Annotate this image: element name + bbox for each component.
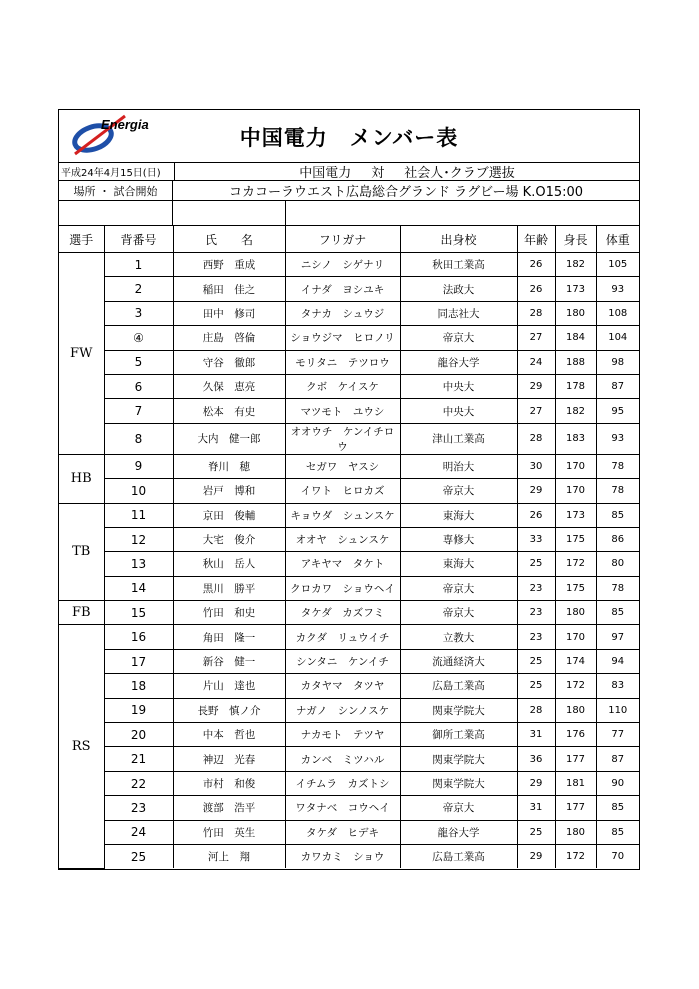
player-weight: 90 xyxy=(596,771,639,795)
table-row xyxy=(59,527,639,551)
table-row xyxy=(59,301,639,325)
venue-value: コカコーラウエスト広島総合グランド ラグビー場 K.O15:00 xyxy=(228,185,584,200)
position-group: TB xyxy=(59,503,104,601)
versus-label: 対 xyxy=(371,166,385,181)
jersey-number: 12 xyxy=(104,527,173,551)
table-row xyxy=(59,326,639,350)
blank-cell xyxy=(59,201,173,225)
jersey-number: 17 xyxy=(104,649,173,673)
player-school: 帝京大 xyxy=(400,326,517,350)
player-kana: ショウジマ ヒロノリ xyxy=(285,326,400,350)
player-kana: ワタナベ コウヘイ xyxy=(285,796,400,820)
player-height: 184 xyxy=(555,326,596,350)
sheet-header xyxy=(59,110,639,163)
player-age: 28 xyxy=(517,423,555,454)
col-weight: 体重 xyxy=(596,226,639,253)
member-sheet xyxy=(58,109,640,870)
player-kana: オオウチ ケンイチロウ xyxy=(285,423,400,454)
player-weight: 83 xyxy=(596,674,639,698)
player-height: 188 xyxy=(555,350,596,374)
player-height: 178 xyxy=(555,374,596,398)
table-row xyxy=(59,374,639,398)
table-row xyxy=(59,625,639,649)
jersey-number: 14 xyxy=(104,576,173,600)
col-kana: フリガナ xyxy=(285,226,400,253)
position-group: HB xyxy=(59,454,104,503)
jersey-number: 9 xyxy=(104,454,173,478)
player-kana: ナカモト テツヤ xyxy=(285,723,400,747)
player-height: 177 xyxy=(555,747,596,771)
table-row xyxy=(59,649,639,673)
jersey-number: 10 xyxy=(104,479,173,503)
player-age: 28 xyxy=(517,301,555,325)
player-kana: タケダ カズフミ xyxy=(285,601,400,625)
table-row xyxy=(59,479,639,503)
player-name: 守谷 徹郎 xyxy=(173,350,285,374)
logo-text: Energia xyxy=(101,117,149,132)
jersey-number: 25 xyxy=(104,844,173,868)
table-row xyxy=(59,698,639,722)
player-age: 23 xyxy=(517,625,555,649)
player-school: 秋田工業高 xyxy=(400,253,517,277)
player-height: 181 xyxy=(555,771,596,795)
page-title: 中国電力 メンバー表 xyxy=(239,126,459,150)
jersey-number: 3 xyxy=(104,301,173,325)
home-team: 中国電力 xyxy=(299,166,352,181)
jersey-number: 11 xyxy=(104,503,173,527)
player-kana: クロカワ ショウヘイ xyxy=(285,576,400,600)
away-team: 社会人･クラブ選抜 xyxy=(404,166,515,181)
player-kana: ナガノ シンノスケ xyxy=(285,698,400,722)
player-kana: カクダ リュウイチ xyxy=(285,625,400,649)
jersey-number: 13 xyxy=(104,552,173,576)
jersey-number: 19 xyxy=(104,698,173,722)
player-school: 帝京大 xyxy=(400,479,517,503)
player-weight: 85 xyxy=(596,503,639,527)
player-age: 30 xyxy=(517,454,555,478)
player-school: 法政大 xyxy=(400,277,517,301)
player-school: 帝京大 xyxy=(400,601,517,625)
player-height: 180 xyxy=(555,698,596,722)
player-age: 29 xyxy=(517,374,555,398)
player-name: 西野 重成 xyxy=(173,253,285,277)
position-group: FW xyxy=(59,253,104,455)
player-age: 28 xyxy=(517,698,555,722)
blank-cell xyxy=(173,201,286,225)
player-weight: 86 xyxy=(596,527,639,551)
player-age: 25 xyxy=(517,674,555,698)
player-kana: クボ ケイスケ xyxy=(285,374,400,398)
player-height: 180 xyxy=(555,301,596,325)
player-name: 神辺 光春 xyxy=(173,747,285,771)
jersey-number: 8 xyxy=(104,423,173,454)
table-row xyxy=(59,503,639,527)
player-kana: イワト ヒロカズ xyxy=(285,479,400,503)
player-school: 流通経済大 xyxy=(400,649,517,673)
position-group: FB xyxy=(59,601,104,625)
player-age: 27 xyxy=(517,326,555,350)
player-school: 広島工業高 xyxy=(400,674,517,698)
match-date: 平成24年4月15日(日) xyxy=(59,163,175,180)
player-age: 33 xyxy=(517,527,555,551)
player-height: 182 xyxy=(555,253,596,277)
blank-cell xyxy=(286,201,639,225)
player-age: 36 xyxy=(517,747,555,771)
player-name: 松本 有史 xyxy=(173,399,285,423)
jersey-number: 2 xyxy=(104,277,173,301)
player-weight: 87 xyxy=(596,747,639,771)
table-row xyxy=(59,601,639,625)
player-name: 稲田 佳之 xyxy=(173,277,285,301)
player-school: 御所工業高 xyxy=(400,723,517,747)
col-age: 年齢 xyxy=(517,226,555,253)
jersey-number: 20 xyxy=(104,723,173,747)
jersey-number: 18 xyxy=(104,674,173,698)
col-name: 氏 名 xyxy=(173,226,285,253)
player-age: 26 xyxy=(517,277,555,301)
player-name: 脊川 穂 xyxy=(173,454,285,478)
player-school: 広島工業高 xyxy=(400,844,517,868)
player-height: 172 xyxy=(555,674,596,698)
player-weight: 85 xyxy=(596,820,639,844)
player-age: 31 xyxy=(517,796,555,820)
player-age: 25 xyxy=(517,552,555,576)
player-height: 180 xyxy=(555,601,596,625)
position-group: RS xyxy=(59,625,104,868)
player-height: 182 xyxy=(555,399,596,423)
table-row xyxy=(59,350,639,374)
player-weight: 93 xyxy=(596,277,639,301)
table-row xyxy=(59,576,639,600)
player-height: 180 xyxy=(555,820,596,844)
player-school: 専修大 xyxy=(400,527,517,551)
col-number: 背番号 xyxy=(104,226,173,253)
player-name: 片山 達也 xyxy=(173,674,285,698)
table-row xyxy=(59,253,639,277)
player-school: 津山工業高 xyxy=(400,423,517,454)
jersey-number: 15 xyxy=(104,601,173,625)
player-kana: イチムラ カズトシ xyxy=(285,771,400,795)
player-weight: 78 xyxy=(596,479,639,503)
col-position: 選手 xyxy=(59,226,104,253)
player-weight: 78 xyxy=(596,576,639,600)
player-height: 176 xyxy=(555,723,596,747)
player-weight: 77 xyxy=(596,723,639,747)
jersey-number: 5 xyxy=(104,350,173,374)
player-age: 25 xyxy=(517,820,555,844)
jersey-number: 6 xyxy=(104,374,173,398)
jersey-number: 1 xyxy=(104,253,173,277)
player-name: 河上 翔 xyxy=(173,844,285,868)
jersey-number: ④ xyxy=(104,326,173,350)
player-school: 立教大 xyxy=(400,625,517,649)
table-row xyxy=(59,771,639,795)
table-row xyxy=(59,723,639,747)
jersey-number: 16 xyxy=(104,625,173,649)
player-kana: イナダ ヨシユキ xyxy=(285,277,400,301)
player-kana: カンベ ミツハル xyxy=(285,747,400,771)
player-kana: ニシノ シゲナリ xyxy=(285,253,400,277)
player-kana: マツモト ユウシ xyxy=(285,399,400,423)
player-name: 中本 哲也 xyxy=(173,723,285,747)
player-kana: シンタニ ケンイチ xyxy=(285,649,400,673)
player-name: 岩戸 博和 xyxy=(173,479,285,503)
player-weight: 108 xyxy=(596,301,639,325)
player-name: 田中 修司 xyxy=(173,301,285,325)
player-name: 久保 恵亮 xyxy=(173,374,285,398)
col-height: 身長 xyxy=(555,226,596,253)
player-kana: モリタニ テツロウ xyxy=(285,350,400,374)
player-name: 竹田 英生 xyxy=(173,820,285,844)
player-height: 173 xyxy=(555,503,596,527)
player-name: 庄島 啓倫 xyxy=(173,326,285,350)
player-name: 竹田 和史 xyxy=(173,601,285,625)
player-age: 29 xyxy=(517,844,555,868)
player-school: 東海大 xyxy=(400,503,517,527)
player-name: 大内 健一郎 xyxy=(173,423,285,454)
player-weight: 94 xyxy=(596,649,639,673)
player-weight: 98 xyxy=(596,350,639,374)
player-height: 175 xyxy=(555,576,596,600)
player-weight: 87 xyxy=(596,374,639,398)
table-row xyxy=(59,277,639,301)
player-school: 関東学院大 xyxy=(400,747,517,771)
table-row xyxy=(59,454,639,478)
player-kana: タナカ シュウジ xyxy=(285,301,400,325)
player-height: 170 xyxy=(555,454,596,478)
match-row xyxy=(59,163,639,181)
table-row xyxy=(59,844,639,868)
table-row xyxy=(59,747,639,771)
player-school: 関東学院大 xyxy=(400,771,517,795)
player-height: 183 xyxy=(555,423,596,454)
player-school: 関東学院大 xyxy=(400,698,517,722)
player-kana: アキヤマ タケト xyxy=(285,552,400,576)
table-row xyxy=(59,820,639,844)
player-school: 龍谷大学 xyxy=(400,350,517,374)
jersey-number: 7 xyxy=(104,399,173,423)
player-school: 明治大 xyxy=(400,454,517,478)
player-age: 24 xyxy=(517,350,555,374)
player-height: 175 xyxy=(555,527,596,551)
player-kana: タケダ ヒデキ xyxy=(285,820,400,844)
roster-body xyxy=(59,253,639,869)
player-school: 東海大 xyxy=(400,552,517,576)
venue-label: 場所 ・ 試合開始 xyxy=(59,181,173,200)
player-weight: 93 xyxy=(596,423,639,454)
player-name: 秋山 岳人 xyxy=(173,552,285,576)
player-age: 26 xyxy=(517,503,555,527)
player-weight: 70 xyxy=(611,851,625,863)
player-name: 大宅 俊介 xyxy=(173,527,285,551)
player-weight: 85 xyxy=(596,796,639,820)
player-height: 170 xyxy=(555,479,596,503)
jersey-number: 21 xyxy=(104,747,173,771)
roster-table xyxy=(59,226,639,869)
player-name: 新谷 健一 xyxy=(173,649,285,673)
player-age: 25 xyxy=(517,649,555,673)
table-row xyxy=(59,399,639,423)
player-kana: カワカミ ショウ xyxy=(285,844,400,868)
player-height: 177 xyxy=(555,796,596,820)
player-height: 170 xyxy=(555,625,596,649)
player-school: 同志社大 xyxy=(400,301,517,325)
player-weight: 104 xyxy=(596,326,639,350)
player-weight: 95 xyxy=(596,399,639,423)
player-name: 角田 隆一 xyxy=(173,625,285,649)
player-school: 帝京大 xyxy=(400,796,517,820)
player-age: 29 xyxy=(517,771,555,795)
table-row xyxy=(59,796,639,820)
player-name: 市村 和俊 xyxy=(173,771,285,795)
player-age: 23 xyxy=(517,601,555,625)
player-kana: カタヤマ タツヤ xyxy=(285,674,400,698)
player-kana: オオヤ シュンスケ xyxy=(285,527,400,551)
player-weight: 78 xyxy=(596,454,639,478)
player-height: 174 xyxy=(555,649,596,673)
player-height: 172 xyxy=(555,844,596,868)
player-height: 172 xyxy=(555,552,596,576)
table-row xyxy=(59,423,639,454)
player-weight: 110 xyxy=(596,698,639,722)
player-kana: キョウダ シュンスケ xyxy=(285,503,400,527)
player-school: 中央大 xyxy=(400,374,517,398)
player-name: 長野 慎ノ介 xyxy=(173,698,285,722)
player-weight: 85 xyxy=(596,601,639,625)
player-age: 27 xyxy=(517,399,555,423)
player-height: 173 xyxy=(555,277,596,301)
player-age: 29 xyxy=(517,479,555,503)
player-age: 23 xyxy=(517,576,555,600)
jersey-number: 23 xyxy=(104,796,173,820)
table-row xyxy=(59,674,639,698)
player-age: 26 xyxy=(517,253,555,277)
player-weight: 105 xyxy=(596,253,639,277)
blank-row xyxy=(59,201,639,226)
player-kana: セガワ ヤスシ xyxy=(285,454,400,478)
player-name: 京田 俊輔 xyxy=(173,503,285,527)
jersey-number: 22 xyxy=(104,771,173,795)
player-school: 中央大 xyxy=(400,399,517,423)
player-school: 帝京大 xyxy=(400,576,517,600)
roster-header-row xyxy=(59,226,639,253)
player-name: 黒川 勝平 xyxy=(173,576,285,600)
table-row xyxy=(59,552,639,576)
player-name: 渡部 浩平 xyxy=(173,796,285,820)
player-age: 31 xyxy=(517,723,555,747)
match-teams xyxy=(175,163,639,180)
col-school: 出身校 xyxy=(400,226,517,253)
player-weight: 97 xyxy=(596,625,639,649)
jersey-number: 24 xyxy=(104,820,173,844)
player-school: 龍谷大学 xyxy=(400,820,517,844)
venue-row xyxy=(59,181,639,201)
player-weight: 80 xyxy=(596,552,639,576)
